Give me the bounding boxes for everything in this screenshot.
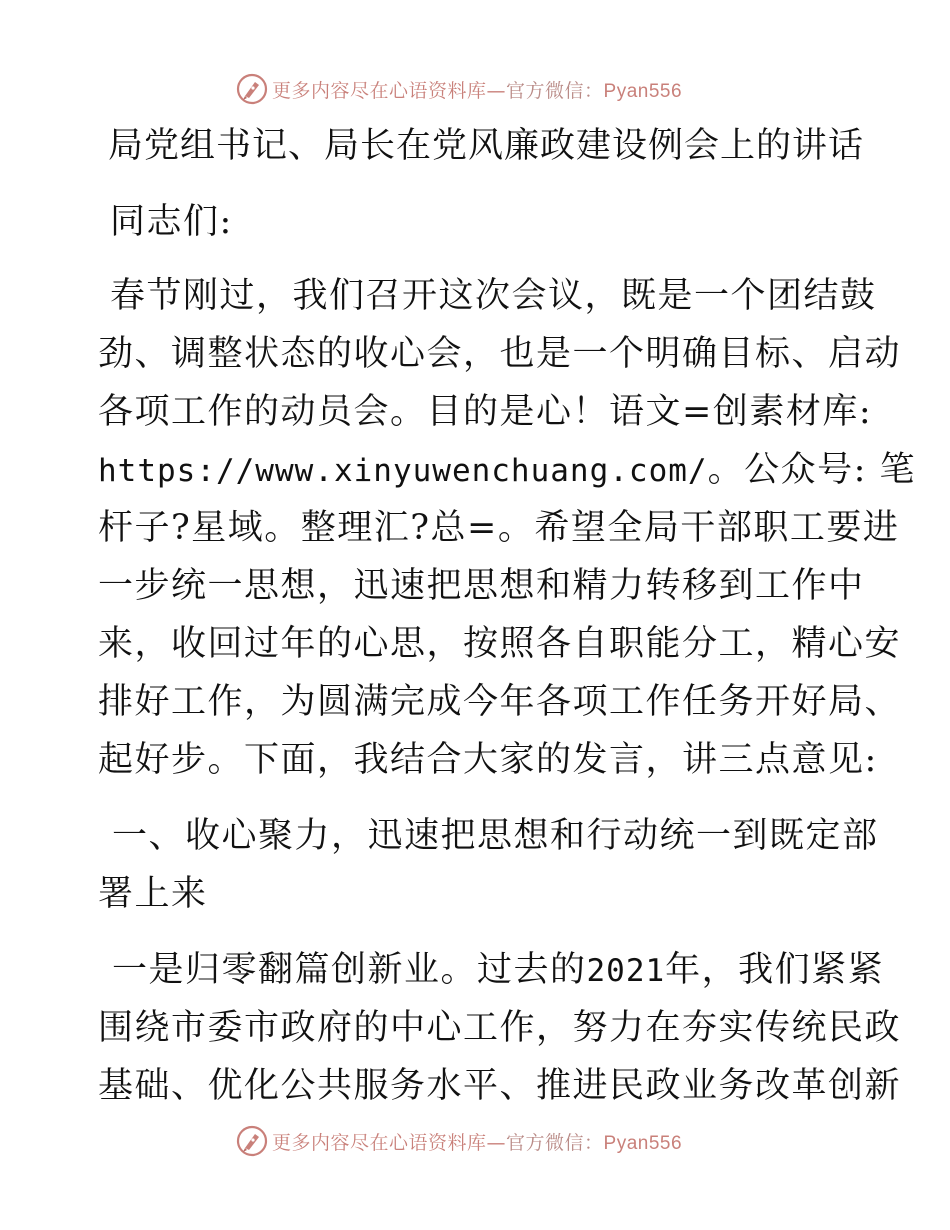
body-line-5: 杆子?星域。整理汇?总=。希望全局干部职工要进 — [98, 508, 900, 548]
body-line-9: 起好步。下面，我结合大家的发言，讲三点意见: — [98, 740, 878, 780]
body-line-7: 来，收回过年的心思，按照各自职能分工，精心安 — [98, 624, 902, 664]
body-line-6: 一步统一思想，迅速把思想和精力转移到工作中 — [98, 566, 865, 606]
watermark-separator: — — [486, 79, 507, 102]
watermark-text — [272, 1128, 682, 1155]
document-title: 局党组书记、局长在党风廉政建设例会上的讲话 — [108, 126, 865, 166]
body-line-4-tail: 。公众号: 笔 — [707, 450, 916, 490]
watermark-handle: Pyan556 — [603, 80, 683, 102]
watermark-text — [272, 76, 682, 103]
body-line-10 — [112, 950, 884, 991]
pen-nib-logo-icon — [236, 1125, 268, 1157]
pen-nib-logo-icon — [236, 73, 268, 105]
watermark-handle: Pyan556 — [603, 1132, 683, 1154]
watermark-banner-top — [236, 72, 682, 106]
year-number: 2021 — [586, 953, 666, 989]
watermark-banner-bottom — [236, 1124, 682, 1158]
body-line-2: 劲、调整状态的收心会，也是一个明确目标、启动 — [98, 334, 902, 374]
watermark-separator: — — [486, 1131, 507, 1154]
body-line-11: 围绕市委市政府的中心工作，努力在夯实传统民政 — [98, 1008, 902, 1048]
body-line-3: 各项工作的动员会。目的是心！语文=创素材库: — [98, 392, 873, 432]
salutation: 同志们: — [110, 202, 233, 242]
section-heading-1-cont: 署上来 — [98, 874, 208, 914]
source-url: https://www.xinyuwenchuang.com/ — [98, 453, 708, 489]
body-line-8: 排好工作，为圆满完成今年各项工作任务开好局、 — [98, 682, 902, 722]
watermark-suffix: 官方微信： — [506, 79, 604, 102]
body-line-1: 春节刚过，我们召开这次会议，既是一个团结鼓 — [110, 276, 877, 316]
body-line-4 — [98, 450, 916, 491]
watermark-prefix: 更多内容尽在心语资料库 — [272, 79, 487, 102]
body-line-10-head: 一是归零翻篇创新业。过去的 — [112, 950, 587, 990]
body-line-10-tail: 年，我们紧紧 — [665, 950, 885, 990]
watermark-suffix: 官方微信： — [506, 1131, 604, 1154]
watermark-prefix: 更多内容尽在心语资料库 — [272, 1131, 487, 1154]
body-line-12: 基础、优化公共服务水平、推进民政业务改革创新 — [98, 1066, 902, 1106]
section-heading-1: 一、收心聚力，迅速把思想和行动统一到既定部 — [112, 816, 879, 856]
